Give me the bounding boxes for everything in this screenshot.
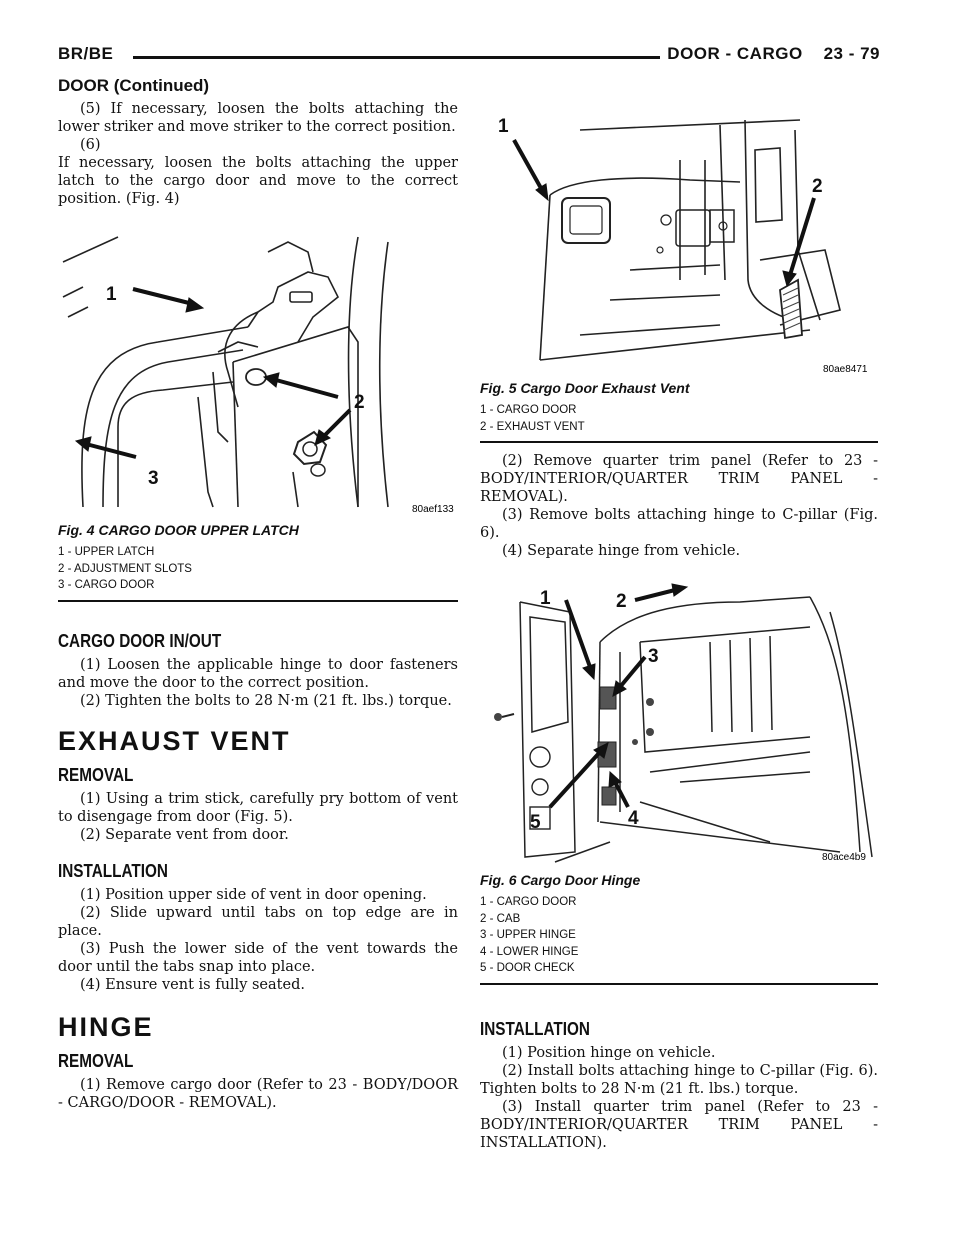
fig6-callout: 2 [616,591,627,612]
section-heading: INSTALLATION [58,861,168,881]
header-rule [133,56,660,59]
paragraph: (2) Slide upward until tabs on top edge are in place. [58,905,458,939]
section-heading: CARGO DOOR IN/OUT [58,631,222,651]
paragraph: (5) If necessary, loosen the bolts attaching the lower striker and move striker to the correct position. [58,101,458,135]
fig6-code: 80ace4b9 [822,852,866,863]
paragraph: If necessary, loosen the bolts attaching the upper latch to the cargo door and move to the correct position. (Fig. 4) [58,155,458,207]
fig5-caption: Fig. 5 Cargo Door Exhaust Vent [480,380,690,396]
left-column-lower [58,632,458,1112]
right-column-middle [480,452,878,560]
fig4-callout: 1 [106,284,117,305]
fig4-illustration [58,232,458,522]
figure-rule [480,441,878,443]
figure-4 [58,232,458,602]
left-column [58,100,458,208]
legend-item: 4 - LOWER HINGE [480,945,579,958]
paragraph: (1) Remove cargo door (Refer to 23 - BODY/DOOR - CARGO/DOOR - REMOVAL). [58,1077,458,1111]
paragraph: (3) Push the lower side of the vent towards the door until the tabs snap into place. [58,941,458,975]
legend-item: 2 - CAB [480,912,521,925]
legend-item: 3 - UPPER HINGE [480,929,576,941]
paragraph: (2) Separate vent from door. [80,827,289,843]
chapter-heading: EXHAUST VENT [58,726,291,756]
paragraph: (1) Position upper side of vent in door opening. [80,887,427,903]
legend-item: 1 - UPPER LATCH [58,546,155,558]
paragraph: (2) Tighten the bolts to 28 N·m (21 ft. lbs.) torque. [80,693,452,709]
paragraph: (2) Remove quarter trim panel (Refer to 23 - BODY/INTERIOR/QUARTER TRIM PANEL - REMOVAL). [480,453,878,505]
legend-item: 2 - EXHAUST VENT [480,420,585,433]
section-heading: INSTALLATION [480,1019,590,1039]
continued-heading: DOOR (Continued) [58,76,210,95]
section-heading: REMOVAL [58,765,134,785]
figure-rule [58,600,458,602]
fig6-callout: 4 [628,808,639,829]
paragraph: (2) Install bolts attaching hinge to C-pillar (Fig. 6). Tighten bolts to 28 N·m (21 ft. lbs.) torque. [480,1063,878,1097]
fig6-callout: 5 [530,812,541,833]
fig5-callout: 2 [812,176,823,197]
legend-item: 5 - DOOR CHECK [480,962,575,974]
paragraph: (1) Using a trim stick, carefully pry bottom of vent to disengage from door (Fig. 5). [58,791,458,825]
fig6-legend [480,894,878,977]
fig6-caption: Fig. 6 Cargo Door Hinge [480,872,641,888]
fig5-legend [480,402,878,435]
figure-rule [480,983,878,985]
fig4-callout: 3 [148,468,159,489]
chapter-heading: HINGE [58,1012,154,1042]
right-column-lower [480,1020,878,1152]
fig4-code: 80aef133 [412,504,454,515]
paragraph: (4) Ensure vent is fully seated. [80,977,305,993]
fig5-code: 80ae8471 [823,364,868,375]
fig4-callout: 2 [354,392,365,413]
paragraph: (3) Remove bolts attaching hinge to C-pillar (Fig. 6). [480,507,878,541]
paragraph: (1) Loosen the applicable hinge to door fasteners and move the door to the correct position. [58,657,458,691]
legend-item: 1 - CARGO DOOR [480,404,577,416]
fig4-legend [58,544,458,594]
paragraph: (1) Position hinge on vehicle. [502,1045,716,1061]
paragraph: (4) Separate hinge from vehicle. [502,543,741,559]
legend-item: 1 - CARGO DOOR [480,896,577,908]
legend-item: 2 - ADJUSTMENT SLOTS [58,562,192,575]
fig4-caption: Fig. 4 CARGO DOOR UPPER LATCH [58,522,299,538]
section-heading: REMOVAL [58,1051,134,1071]
fig6-callout: 1 [540,588,551,609]
fig5-callout: 1 [498,116,509,137]
figure-5 [480,100,878,443]
legend-item: 3 - CARGO DOOR [58,579,155,591]
header-right: DOOR - CARGO 23 - 79 [667,44,880,63]
paragraph: (3) Install quarter trim panel (Refer to 23 - BODY/INTERIOR/QUARTER TRIM PANEL - INSTALLATION). [480,1099,878,1151]
fig5-illustration [480,100,878,380]
fig6-callout: 3 [648,646,659,667]
paragraph: (6) [80,137,101,153]
header-left: BR/BE [58,44,114,63]
figure-6 [480,582,878,985]
fig6-illustration [480,582,878,872]
